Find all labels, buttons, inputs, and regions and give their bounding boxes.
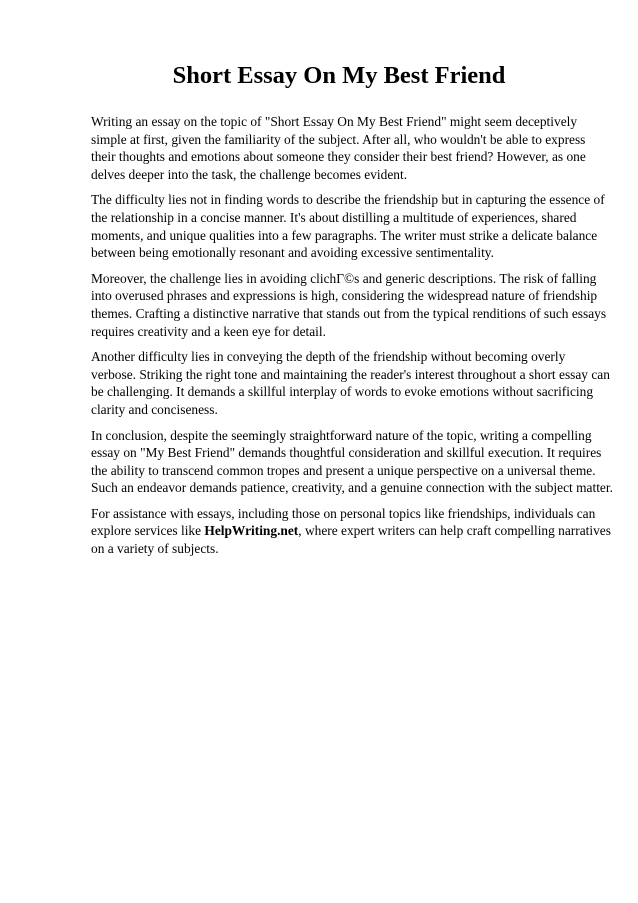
paragraph-line: Moreover, the challenge lies in avoiding clichГ©s and generic descriptions. The risk of falling	[91, 270, 597, 286]
paragraph-line: essay on "My Best Friend" demands thoughtful consideration and skillful execution. It requires	[91, 445, 602, 461]
paragraph-line: their thoughts and emotions about someone they consider their best friend? However, as one	[91, 149, 586, 165]
paragraph-line: the ability to transcend common tropes and present a unique perspective on a universal theme.	[91, 462, 596, 478]
page-title: Short Essay On My Best Friend	[172, 62, 506, 89]
paragraph-line: simple at first, given the familiarity of the subject. After all, who wouldn't be able to express	[91, 131, 586, 147]
paragraph-closing	[91, 505, 611, 558]
paragraph-intro	[91, 113, 592, 183]
paragraph-line: between being emotionally resonant and avoiding excessive sentimentality.	[91, 245, 494, 261]
paragraph-line-with-link	[91, 522, 611, 540]
closing-text-before: explore services like	[91, 523, 205, 539]
paragraph-line: For assistance with essays, including those on personal topics like friendships, individuals can	[91, 505, 596, 521]
helpwriting-link[interactable]: HelpWriting.net	[204, 523, 299, 539]
paragraph-line: Such an endeavor demands patience, creativity, and a genuine connection with the subject matter.	[91, 480, 613, 496]
paragraph-line: moments, and unique qualities into a few paragraphs. The writer must strike a delicate balance	[91, 227, 598, 243]
paragraph-cliches	[91, 270, 607, 340]
paragraph-line: verbose. Striking the right tone and maintaining the reader's interest throughout a short essay can	[91, 366, 610, 382]
paragraph-conclusion	[91, 427, 613, 497]
paragraph-line: be challenging. It demands a skillful interplay of words to evoke emotions without sacrificing	[91, 384, 594, 400]
paragraph-line: delves deeper into the task, the challenge becomes evident.	[91, 166, 408, 182]
paragraph-line: clarity and conciseness.	[91, 401, 218, 417]
paragraph-line: The difficulty lies not in finding words to describe the friendship but in capturing the essence of	[91, 192, 605, 208]
paragraph-line: In conclusion, despite the seemingly straightforward nature of the topic, writing a compelling	[91, 427, 592, 443]
paragraph-line: Writing an essay on the topic of "Short Essay On My Best Friend" might seem deceptively	[91, 114, 578, 129]
paragraph-line: requires creativity and a keen eye for detail.	[91, 323, 326, 339]
paragraph-line: the relationship in a concise manner. It's about distilling a multitude of experiences, shared	[91, 209, 577, 225]
paragraph-depth	[91, 348, 610, 418]
paragraph-line: into overused phrases and expressions is high, considering the widespread nature of friendship	[91, 288, 598, 304]
paragraph-difficulty	[91, 191, 605, 261]
paragraph-line: themes. Crafting a distinctive narrative that stands out from the typical renditions of such essays	[91, 305, 607, 321]
paragraph-line: Another difficulty lies in conveying the depth of the friendship without becoming overly	[91, 349, 566, 365]
paragraph-line: on a variety of subjects.	[91, 541, 219, 557]
closing-text-after: , where expert writers can help craft compelling narratives	[298, 523, 611, 539]
